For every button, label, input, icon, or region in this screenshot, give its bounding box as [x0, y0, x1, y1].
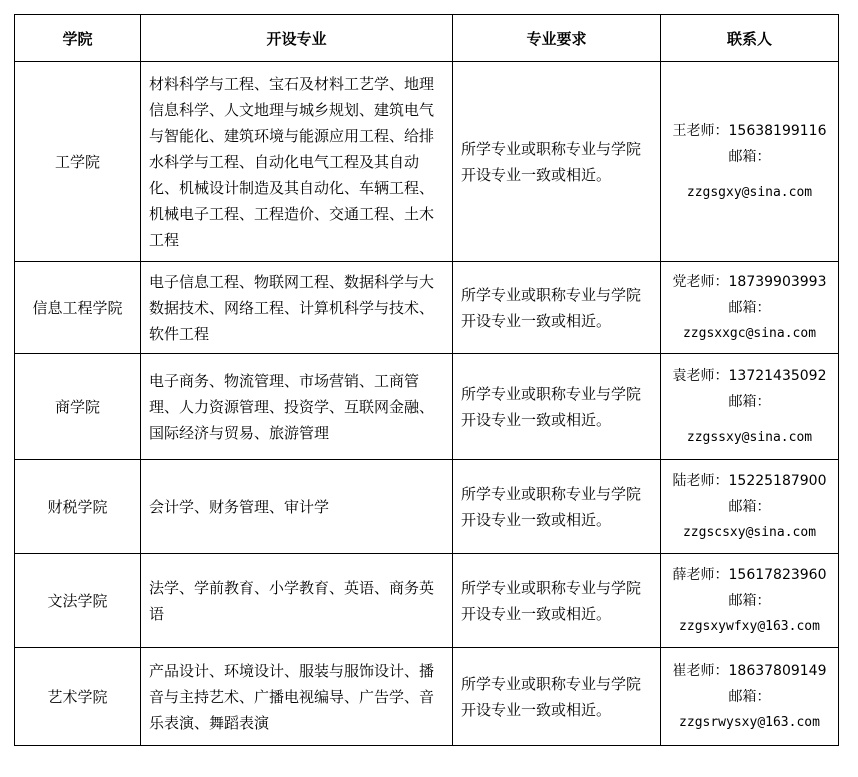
college-cell: 工学院: [15, 62, 141, 262]
header-college: 学院: [15, 15, 141, 62]
table-row: [15, 460, 839, 554]
contact-name: 袁老师：13721435092: [672, 367, 827, 384]
contact-cell: [661, 554, 839, 648]
requirement-cell: 所学专业或职称专业与学院开设专业一致或相近。: [453, 262, 661, 354]
majors-cell: 会计学、财务管理、审计学: [141, 460, 453, 554]
requirement-cell: 所学专业或职称专业与学院开设专业一致或相近。: [453, 62, 661, 262]
header-contact: 联系人: [661, 15, 839, 62]
majors-cell: 产品设计、环境设计、服装与服饰设计、播音与主持艺术、广播电视编导、广告学、音乐表演、舞蹈表演: [141, 648, 453, 746]
requirement-cell: 所学专业或职称专业与学院开设专业一致或相近。: [453, 354, 661, 460]
contact-name: 薛老师：15617823960: [672, 566, 827, 583]
email-address: zzgssxy@sina.com: [686, 429, 813, 445]
college-cell: 文法学院: [15, 554, 141, 648]
table-header-row: [15, 15, 839, 62]
table-row: [15, 262, 839, 354]
table-row: [15, 554, 839, 648]
header-requirement: 专业要求: [453, 15, 661, 62]
contact-name: 党老师：18739903993: [672, 273, 827, 290]
contact-cell: [661, 354, 839, 460]
contact-name: 陆老师：15225187900: [672, 472, 827, 489]
email-address: zzgsxxgc@sina.com: [682, 325, 817, 341]
contact-name: 崔老师：18637809149: [672, 662, 827, 679]
contact-cell: [661, 62, 839, 262]
college-cell: 信息工程学院: [15, 262, 141, 354]
majors-cell: 电子商务、物流管理、市场营销、工商管理、人力资源管理、投资学、互联网金融、国际经济与贸易、旅游管理: [141, 354, 453, 460]
college-cell: 艺术学院: [15, 648, 141, 746]
college-cell: 商学院: [15, 354, 141, 460]
email-label: 邮箱：: [728, 299, 771, 316]
contact-name: 王老师：15638199116: [672, 122, 827, 139]
email-address: zzgsrwysxy@163.com: [679, 714, 820, 730]
table-row: [15, 648, 839, 746]
contact-cell: [661, 460, 839, 554]
requirement-cell: 所学专业或职称专业与学院开设专业一致或相近。: [453, 460, 661, 554]
email-address: zzgscsxy@sina.com: [682, 524, 817, 540]
requirement-cell: 所学专业或职称专业与学院开设专业一致或相近。: [453, 648, 661, 746]
majors-cell: 法学、学前教育、小学教育、英语、商务英语: [141, 554, 453, 648]
table-row: [15, 62, 839, 262]
email-label: 邮箱：: [728, 393, 771, 410]
majors-cell: 材料科学与工程、宝石及材料工艺学、地理信息科学、人文地理与城乡规划、建筑电气与智能化、建筑环境与能源应用工程、给排水科学与工程、自动化电气工程及其自动化、机械设计制造及其自动化、车辆工程、机械电子工程、工程造价、交通工程、土木工程: [141, 62, 453, 262]
contact-cell: [661, 262, 839, 354]
table-row: [15, 354, 839, 460]
college-cell: 财税学院: [15, 460, 141, 554]
majors-cell: 电子信息工程、物联网工程、数据科学与大数据技术、网络工程、计算机科学与技术、软件工程: [141, 262, 453, 354]
email-label: 邮箱：: [728, 498, 771, 515]
requirement-cell: 所学专业或职称专业与学院开设专业一致或相近。: [453, 554, 661, 648]
email-label: 邮箱：: [728, 148, 771, 165]
email-label: 邮箱：: [728, 688, 771, 705]
email-address: zzgsxywfxy@163.com: [679, 618, 820, 634]
recruitment-table: [14, 14, 839, 746]
email-label: 邮箱：: [728, 592, 771, 609]
email-address: zzgsgxy@sina.com: [686, 184, 813, 200]
contact-cell: [661, 648, 839, 746]
header-majors: 开设专业: [141, 15, 453, 62]
